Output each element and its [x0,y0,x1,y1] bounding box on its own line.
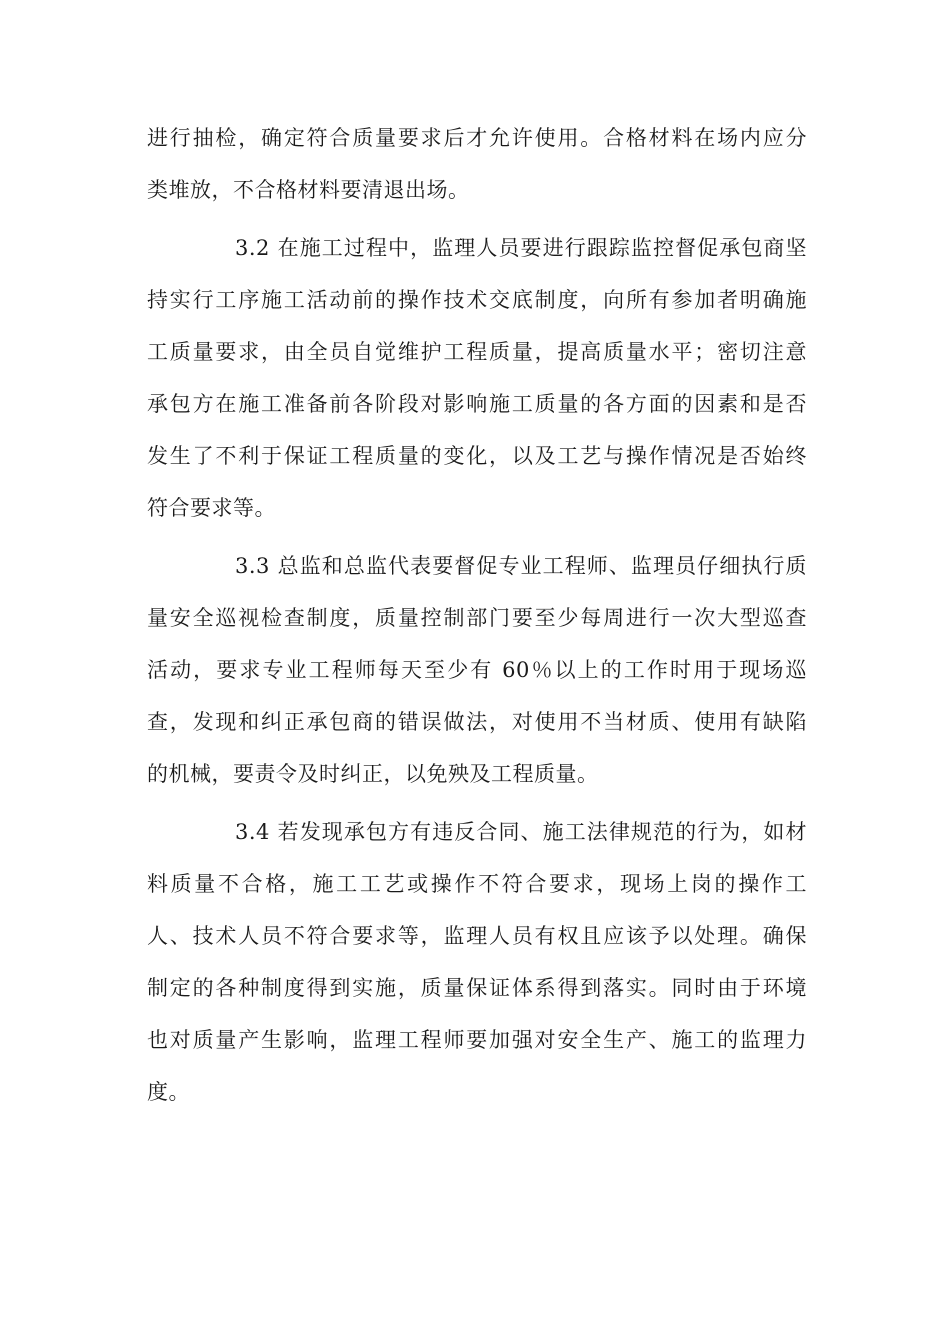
text-line: 类堆放，不合格材料要清退出场。 [147,178,470,202]
text-line: 的机械，要责令及时纠正，以免殃及工程质量。 [147,762,599,786]
text-line: 量安全巡视检查制度，质量控制部门要至少每周进行一次大型巡查 [147,606,807,630]
text-line: 活动，要求专业工程师每天至少有 60％以上的工作时用于现场巡 [147,658,807,682]
text-line: 3.4 若发现承包方有违反合同、施工法律规范的行为，如材 [235,820,807,844]
paragraph-3-3 [147,540,807,800]
text-line: 进行抽检，确定符合质量要求后才允许使用。合格材料在场内应分 [147,126,807,150]
text-line: 发生了不利于保证工程质量的变化，以及工艺与操作情况是否始终 [147,444,807,468]
text-line: 度。 [147,1080,190,1104]
text-line: 承包方在施工准备前各阶段对影响施工质量的各方面的因素和是否 [147,392,807,416]
text-line: 制定的各种制度得到实施，质量保证体系得到落实。同时由于环境 [147,976,807,1000]
text-line: 持实行工序施工活动前的操作技术交底制度，向所有参加者明确施 [147,288,807,312]
text-line: 也对质量产生影响，监理工程师要加强对安全生产、施工的监理力 [147,1028,807,1052]
text-line: 符合要求等。 [147,496,276,520]
text-line: 工质量要求，由全员自觉维护工程质量，提高质量水平；密切注意 [147,340,807,364]
text-line: 3.2 在施工过程中，监理人员要进行跟踪监控督促承包商坚 [235,236,807,260]
text-line: 查，发现和纠正承包商的错误做法，对使用不当材质、使用有缺陷 [147,710,807,734]
paragraph-3-4 [147,806,807,1118]
document-body [147,112,807,1124]
text-line: 3.3 总监和总监代表要督促专业工程师、监理员仔细执行质 [235,554,807,578]
paragraph-continuation [147,112,807,216]
text-line: 料质量不合格，施工工艺或操作不符合要求，现场上岗的操作工 [147,872,807,896]
text-line: 人、技术人员不符合要求等，监理人员有权且应该予以处理。确保 [147,924,807,948]
paragraph-3-2 [147,222,807,534]
